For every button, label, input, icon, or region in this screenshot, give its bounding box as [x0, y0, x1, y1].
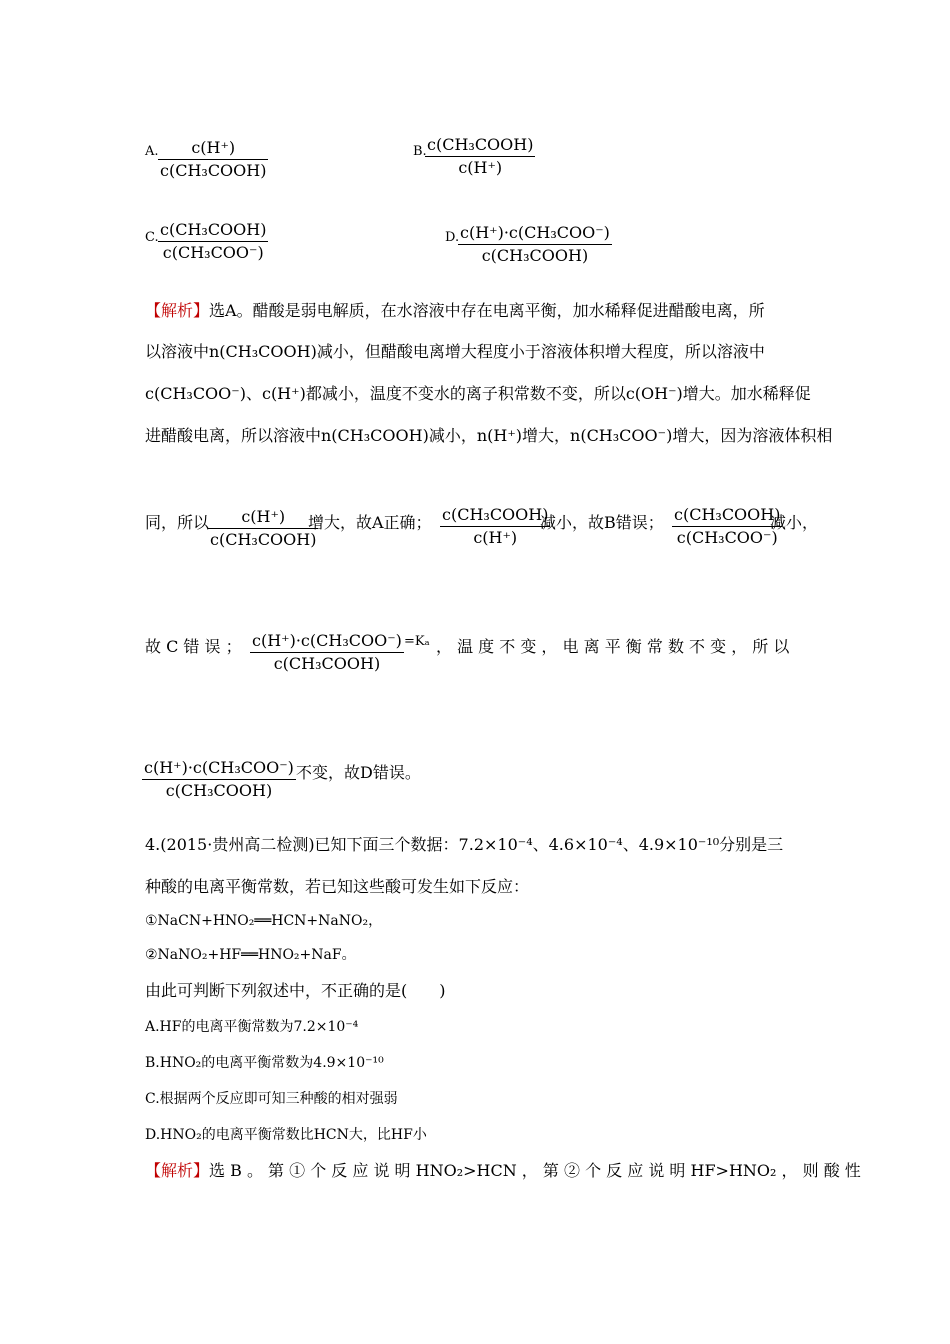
analysis-line-6-start: 故 C 错 误 ； [145, 637, 242, 656]
line5-fraction-3 [672, 504, 782, 549]
option-d-fraction [458, 222, 612, 267]
option-a-label: A. [145, 144, 159, 159]
fraction-numerator: c(CH₃COOH) [158, 219, 268, 242]
q4-stem-line-1: 4.(2015·贵州高二检测)已知下面三个数据：7.2×10⁻⁴、4.6×10⁻⁴、4.9×10⁻¹⁰分别是三 [145, 835, 784, 854]
analysis-line-2: 以溶液中n(CH₃COOH)减小，但醋酸电离增大程度小于溶液体积增大程度，所以溶液中 [145, 342, 765, 361]
fraction-denominator: c(H⁺) [473, 528, 518, 547]
q4-reaction-2: ②NaNO₂+HF══HNO₂+NaF。 [145, 947, 356, 963]
q4-question: 由此可判断下列叙述中，不正确的是( ) [145, 981, 446, 1000]
fraction-denominator: c(CH₃COOH) [160, 161, 267, 180]
line6-fraction [250, 630, 404, 675]
q4-option-b: B.HNO₂的电离平衡常数为4.9×10⁻¹⁰ [145, 1055, 384, 1071]
analysis-line-7-end: 不变，故D错误。 [296, 763, 421, 782]
fraction-denominator: c(H⁺) [458, 158, 503, 177]
option-b-label: B. [413, 144, 427, 159]
fraction-numerator: c(CH₃COOH) [425, 134, 535, 157]
option-c-fraction [158, 219, 268, 264]
ka-symbol: =Kₐ [404, 634, 430, 649]
analysis-tag: 【解析】 [145, 1161, 210, 1180]
option-a-fraction [158, 137, 268, 182]
fraction-numerator: c(H⁺) [208, 506, 318, 529]
fraction-numerator: c(CH₃COOH) [440, 504, 550, 527]
q4-option-a: A.HF的电离平衡常数为7.2×10⁻⁴ [145, 1019, 359, 1035]
q4-option-c: C.根据两个反应即可知三种酸的相对强弱 [145, 1091, 398, 1107]
option-b-fraction [425, 134, 535, 179]
analysis-tag: 【解析】 [145, 301, 210, 320]
fraction-denominator: c(CH₃COOH) [481, 246, 589, 265]
analysis-line-5-start: 同，所以 [145, 513, 210, 532]
analysis-text: 选 B 。 第 ① 个 反 应 说 明 HNO₂>HCN ， 第 ② 个 反 应 说 明 HF>HNO₂ ， 则 酸 性 [209, 1161, 861, 1180]
q4-stem-line-2: 种酸的电离平衡常数，若已知这些酸可发生如下反应： [145, 877, 530, 896]
fraction-numerator: c(H⁺) [158, 137, 268, 160]
line5-fraction-2 [440, 504, 550, 549]
fraction-numerator: c(H⁺)·c(CH₃COO⁻) [458, 222, 612, 245]
analysis-line-1 [145, 298, 765, 321]
line5-fraction-1 [208, 506, 318, 551]
option-c-label: C. [145, 230, 159, 245]
analysis-line-5-mid1: 增大，故A正确； [308, 513, 432, 532]
fraction-numerator: c(CH₃COOH) [672, 504, 782, 527]
fraction-denominator: c(CH₃COOH) [165, 781, 273, 800]
q4-option-d: D.HNO₂的电离平衡常数比HCN大，比HF小 [145, 1127, 427, 1143]
analysis-line-6-end: ， 温 度 不 变 ， 电 离 平 衡 常 数 不 变 ， 所 以 [436, 637, 790, 656]
analysis-text: 选A。醋酸是弱电解质，在水溶液中存在电离平衡，加水稀释促进醋酸电离，所 [209, 301, 765, 320]
q4-analysis-line [145, 1158, 861, 1181]
fraction-numerator: c(H⁺)·c(CH₃COO⁻) [250, 630, 404, 653]
fraction-numerator: c(H⁺)·c(CH₃COO⁻) [142, 757, 296, 780]
analysis-line-5-mid2: 减小，故B错误； [540, 513, 664, 532]
fraction-denominator: c(CH₃COO⁻) [162, 243, 264, 262]
analysis-line-5-end: 减小， [770, 513, 819, 532]
q4-reaction-1: ①NaCN+HNO₂══HCN+NaNO₂， [145, 913, 383, 929]
fraction-denominator: c(CH₃COOH) [273, 654, 381, 673]
option-d-label: D. [445, 230, 460, 245]
line7-fraction [142, 757, 296, 802]
analysis-line-4: 进醋酸电离，所以溶液中n(CH₃COOH)减小，n(H⁺)增大，n(CH₃COO⁻)增大，因为溶液体积相 [145, 426, 833, 445]
fraction-denominator: c(CH₃COOH) [210, 530, 317, 549]
fraction-denominator: c(CH₃COO⁻) [676, 528, 778, 547]
analysis-line-3: c(CH₃COO⁻)、c(H⁺)都减小，温度不变水的离子积常数不变，所以c(OH⁻)增大。加水稀释促 [145, 384, 811, 403]
